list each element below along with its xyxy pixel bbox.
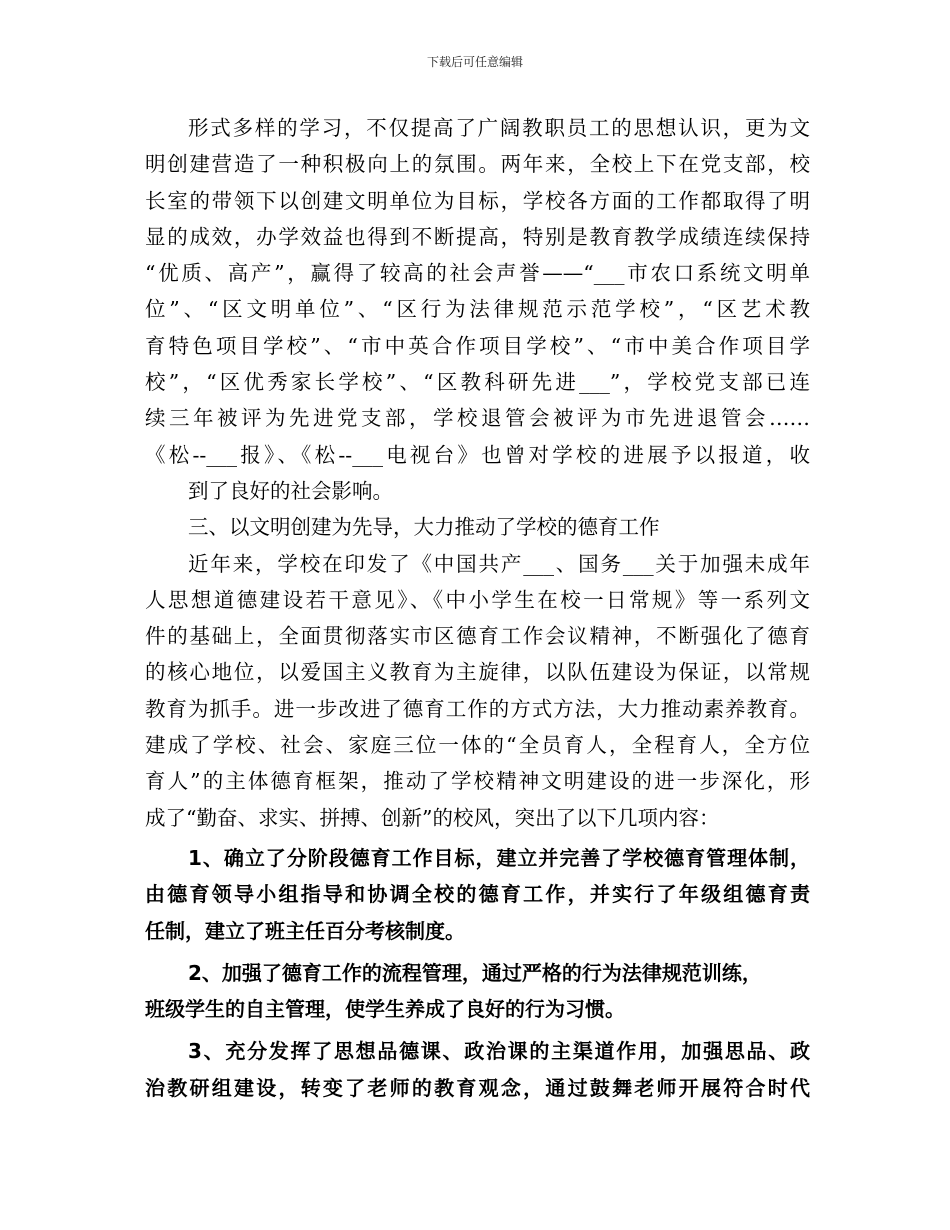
text-line: 教育为抓手。进一步改进了德育工作的方式方法，大力推动素养教育。 [145,696,810,721]
text-line: 成了“勤奋、求实、拼搏、创新”的校风，突出了以下几项内容： [145,805,720,830]
bold-text-line: 由德育领导小组指导和协调全校的德育工作，并实行了年级组德育责 [145,882,810,907]
bold-text-line: 3、充分发挥了思想品德课、政治课的主渠道作用，加强思品、政 [188,1039,810,1064]
text-line: 到了良好的社会影响。 [188,478,393,503]
bold-text-line: 任制，建立了班主任百分考核制度。 [145,918,465,943]
section-heading: 三、以文明创建为先导，大力推动了学校的德育工作 [188,515,660,540]
text-line: 显的成效，办学效益也得到不断提高，特别是教育教学成绩连续保持 [145,224,810,249]
text-line: 《松--___报》、《松--___电视台》也曾对学校的进展予以报道，收 [145,442,810,467]
bold-text-line: 2、加强了德育工作的流程管理，通过严格的行为法律规范训练， [188,960,762,985]
text-line: “优质、高产”，赢得了较高的社会声誉——“___市农口系统文明单 [145,261,810,286]
text-line: 近年来，学校在印发了《中国共产___、国务___关于加强未成年 [188,551,810,576]
bold-text-line: 1、确立了分阶段德育工作目标，建立并完善了学校德育管理体制， [188,845,810,870]
text-line: 人思想道德建设若干意见》、《中小学生在校一日常规》等一系列文 [145,587,810,612]
text-line: 的核心地位，以爱国主义教育为主旋律，以队伍建设为保证，以常规 [145,660,810,685]
bold-text-line: 治教研组建设，转变了老师的教育观念，通过鼓舞老师开展符合时代 [145,1075,810,1100]
text-line: 续三年被评为先进党支部，学校退管会被评为市先进退管会…… [145,406,810,431]
text-line: 明创建营造了一种积极向上的氛围。两年来，全校上下在党支部，校 [145,152,810,177]
text-line: 形式多样的学习，不仅提高了广阔教职员工的思想认识，更为文 [188,116,810,140]
text-line: 育人”的主体德育框架，推动了学校精神文明建设的进一步深化，形 [145,769,810,794]
text-line: 件的基础上，全面贯彻落实市区德育工作会议精神，不断强化了德育 [145,624,810,649]
text-line: 校”，“区优秀家长学校”、“区教科研先进___”，学校党支部已连 [145,370,810,395]
document-body [145,110,810,1106]
text-line: 育特色项目学校”、“市中英合作项目学校”、“市中美合作项目学 [145,333,810,358]
text-line: 建成了学校、社会、家庭三位一体的“全员育人，全程育人，全方位 [145,733,810,758]
bold-text-line: 班级学生的自主管理，使学生养成了良好的行为习惯。 [145,997,625,1022]
page-header-note: 下载后可任意编辑 [426,55,523,69]
text-line: 位”、“区文明单位”、“区行为法律规范示范学校”，“区艺术教 [145,297,810,322]
text-line: 长室的带领下以创建文明单位为目标，学校各方面的工作都取得了明 [145,188,810,213]
